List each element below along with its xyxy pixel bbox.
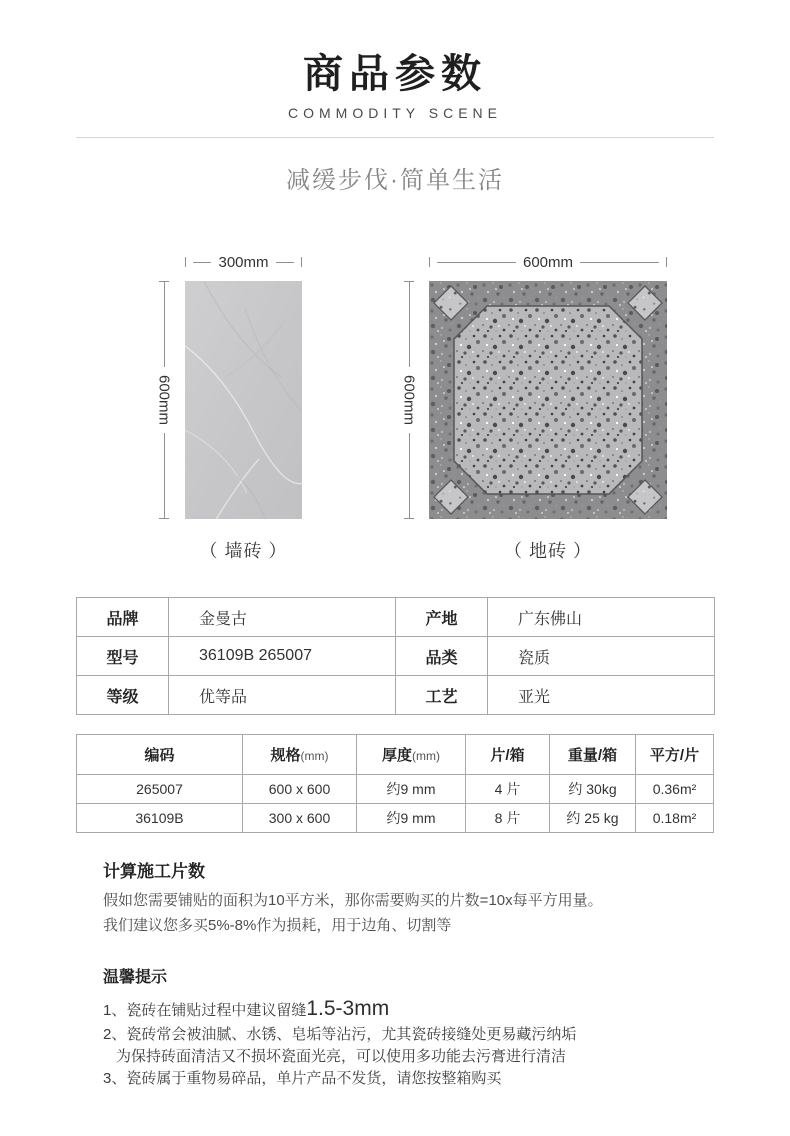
floor-tile-caption: （ 地砖 ）: [503, 541, 592, 561]
size-table-row: [77, 804, 714, 833]
spec-value-origin: 广东佛山: [488, 598, 715, 637]
spec-key-origin: 产地: [396, 598, 488, 637]
dimension-line: [193, 262, 211, 263]
spec-key-brand: 品牌: [77, 598, 169, 637]
dimension-line: [409, 433, 410, 518]
spec-row: [77, 637, 715, 676]
cell-area: 0.36m²: [636, 775, 714, 804]
cell-pieces: 4 片: [466, 775, 550, 804]
wall-width-dimension: [185, 253, 302, 271]
dimension-line: [164, 282, 165, 367]
cell-code: 265007: [77, 775, 243, 804]
spec-row: [77, 676, 715, 715]
dimension-cap: [404, 518, 414, 519]
cell-thickness: 约9 mm: [357, 775, 466, 804]
dimension-cap: [429, 257, 430, 267]
tagline: 减缓步伐·简单生活: [286, 167, 504, 194]
dimension-line: [580, 262, 659, 263]
spec-key-category: 品类: [396, 637, 488, 676]
spec-value-model: 36109B 265007: [169, 637, 396, 676]
page-subtitle: COMMODITY SCENE: [288, 105, 502, 121]
floor-width-label: 600mm: [522, 253, 574, 271]
spec-value-category: 瓷质: [488, 637, 715, 676]
tips-section: [76, 964, 714, 1090]
spec-value-finish: 亚光: [488, 676, 715, 715]
header-divider: [76, 137, 714, 138]
size-table: [76, 734, 714, 833]
cell-weight: 约 30kg: [550, 775, 636, 804]
floor-width-dimension: [429, 253, 667, 271]
size-table-header-row: [77, 735, 714, 775]
wall-height-dimension: [156, 281, 172, 519]
calc-line-2: 我们建议您多买5%-8%作为损耗，用于边角、切割等: [103, 917, 452, 934]
cell-code: 36109B: [77, 804, 243, 833]
tip-item-2-continued: [116, 1046, 714, 1068]
tip-text: 瓷砖在铺贴过程中建议留缝: [126, 1002, 307, 1019]
wall-width-label: 300mm: [218, 253, 269, 271]
floor-height-label: 600mm: [400, 374, 418, 426]
header-code: 编码: [77, 735, 243, 775]
calc-line-1: 假如您需要铺贴的面积为10平方米，那你需要购买的片数=10x每平方用量。: [103, 892, 603, 909]
dimension-cap: [159, 518, 169, 519]
tips-title: 温馨提示: [103, 969, 168, 986]
spec-key-finish: 工艺: [396, 676, 488, 715]
wall-tile-caption: （ 墙砖 ）: [199, 541, 288, 561]
size-table-row: [77, 775, 714, 804]
calc-section: [76, 857, 714, 938]
dimension-line: [409, 282, 410, 367]
header-thickness: 厚度(mm): [357, 735, 466, 775]
tip-text: 为保持砖面清洁又不损坏瓷面光亮，可以使用多功能去污膏进行清洁: [116, 1048, 567, 1065]
floor-tile-image: [429, 281, 667, 519]
dimension-line: [164, 433, 165, 518]
tip-number: 2、: [103, 1026, 127, 1043]
spec-value-brand: 金曼古: [169, 598, 396, 637]
tip-number: 1、: [103, 1002, 127, 1019]
dimension-cap: [185, 257, 186, 267]
header-size: 规格(mm): [243, 735, 357, 775]
tip-highlight: 1.5-3mm: [306, 997, 390, 1020]
dimension-line: [437, 262, 516, 263]
spec-key-grade: 等级: [77, 676, 169, 715]
tip-item-2: [103, 1024, 714, 1046]
cell-size: 300 x 600: [243, 804, 357, 833]
spec-value-grade: 优等品: [169, 676, 396, 715]
cell-size: 600 x 600: [243, 775, 357, 804]
tip-text: 瓷砖属于重物易碎品，单片产品不发货，请您按整箱购买: [126, 1070, 502, 1087]
tip-number: 3、: [103, 1070, 127, 1087]
cell-pieces: 8 片: [466, 804, 550, 833]
calc-section-title: 计算施工片数: [103, 862, 205, 881]
header-area-per-piece: 平方/片: [636, 735, 714, 775]
header-weight-per-box: 重量/箱: [550, 735, 636, 775]
dimension-cap: [666, 257, 667, 267]
header-pieces-per-box: 片/箱: [466, 735, 550, 775]
tile-preview-section: [76, 253, 714, 565]
page-title: 商品参数: [303, 52, 487, 96]
dimension-line: [276, 262, 294, 263]
floor-height-dimension: [401, 281, 417, 519]
spec-key-model: 型号: [77, 637, 169, 676]
spec-table: [76, 597, 715, 715]
cell-thickness: 约9 mm: [357, 804, 466, 833]
tip-item-1: [103, 996, 714, 1024]
spec-row: [77, 598, 715, 637]
tip-item-3: [103, 1068, 714, 1090]
wall-tile-image: [185, 281, 302, 519]
cell-area: 0.18m²: [636, 804, 714, 833]
dimension-cap: [301, 257, 302, 267]
cell-weight: 约 25 kg: [550, 804, 636, 833]
wall-height-label: 600mm: [155, 374, 173, 426]
tip-text: 瓷砖常会被油腻、水锈、皂垢等沾污，尤其瓷砖接缝处更易藏污纳垢: [126, 1026, 577, 1043]
